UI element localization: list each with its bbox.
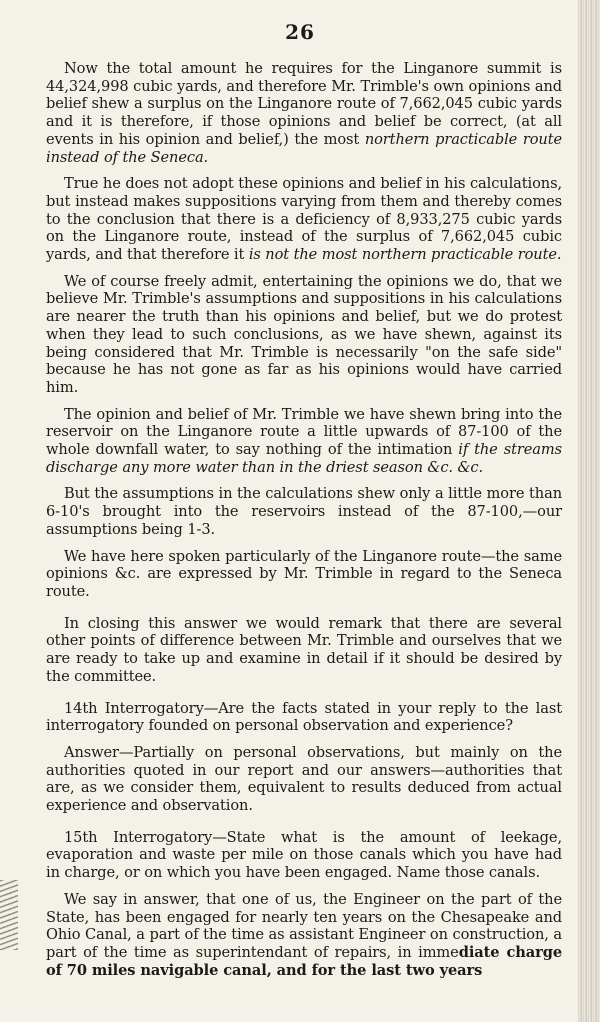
paragraph-p7 — [46, 615, 562, 686]
text-run: True he does not adopt these opinions and belief in his calculations, but instead makes suppositions varying from them and thereby comes to the conclusion that there is a deficiency of 8,933,275 cubic yards on the Linganore route, instead of the surplus of 7,662,045 cubic yards, and that therefore it — [46, 175, 562, 264]
text-run: But the assumptions in the calculations shew only a little more than 6-10's brought into the reservoirs instead of the 87-100,—our assumptions being 1-3. — [46, 485, 562, 538]
paragraph-p11 — [46, 891, 562, 980]
text-run: 15th Interrogatory—State what is the amount of leekage, evaporation and waste per mile on those canals which you have had in charge, or on which you have been engaged. Name those canals. — [46, 828, 562, 882]
paragraph-p8 — [46, 700, 562, 735]
paragraph-p6 — [46, 548, 562, 601]
paragraph-p2 — [46, 175, 562, 264]
text-run: We say in answer, that one of us, the Engineer on the part of the State, has been engaged for nearly ten years on the Chesapeake and Ohio Canal, a part of the time as assistant Engineer on construction, a part of the time as superintendant of repairs, in imme — [46, 890, 562, 961]
page-edge-shadow — [578, 0, 600, 1022]
page-number: 26 — [285, 20, 315, 44]
text-run: Now the total amount he requires for the Linganore summit is 44,324,998 cubic yards, and therefore Mr. Trimble's own opinions and belief shew a surplus on the Linganore route of 7,662,045 cubic yards and it is therefore, if those opinions and belief be correct, (at all events in his opinion and belief,) the most — [46, 60, 562, 148]
text-run: In closing this answer we would remark that there are several other points of difference between Mr. Trimble and ourselves that we are ready to take up and examine in detail if it should be desired by the committee. — [46, 614, 562, 685]
paragraph-p10 — [46, 829, 562, 882]
paragraph-p3 — [46, 273, 562, 397]
paragraph-p4 — [46, 406, 562, 477]
binding-mark — [0, 880, 18, 950]
text-run: northern practicable route instead of the Seneca. — [46, 130, 562, 166]
text-run: We of course freely admit, entertaining the opinions we do, that we believe Mr. Trimble's assumptions and suppositions in his calculations are nearer the truth than his opinions and belief, but we do protest when they lead to such conclusions, as we have shewn, against its being considered that Mr. Trimble is necessarily "on the safe side" because he has not gone as far as his opinions would have carried him. — [46, 272, 562, 396]
text-run: 14th Interrogatory—Are the facts stated in your reply to the last interrogatory founded on personal observation and experience? — [46, 699, 562, 735]
paragraph-p1 — [46, 60, 562, 166]
paragraph-p5 — [46, 485, 562, 538]
text-run: diate charge of 70 miles navigable canal, and for the last two years — [46, 943, 563, 979]
body-text — [46, 60, 562, 979]
text-run: We have here spoken particularly of the Linganore route—the same opinions &c. are expressed by Mr. Trimble in regard to the Seneca route. — [46, 547, 562, 600]
text-run: if the streams discharge any more water than in the driest season &c. &c. — [46, 441, 562, 476]
paragraph-p9 — [46, 744, 562, 815]
text-run: is not the most northern practicable route. — [248, 246, 562, 264]
text-run: The opinion and belief of Mr. Trimble we have shewn bring into the reservoir on the Linganore route a little upwards of 87-100 of the whole downfall water, to say nothing of the intimation — [46, 405, 562, 459]
text-run: Answer—Partially on personal observations, but mainly on the authorities quoted in our report and our answers—authorities that are, as we consider them, equivalent to results deduced from actual experience and observation. — [46, 743, 562, 815]
